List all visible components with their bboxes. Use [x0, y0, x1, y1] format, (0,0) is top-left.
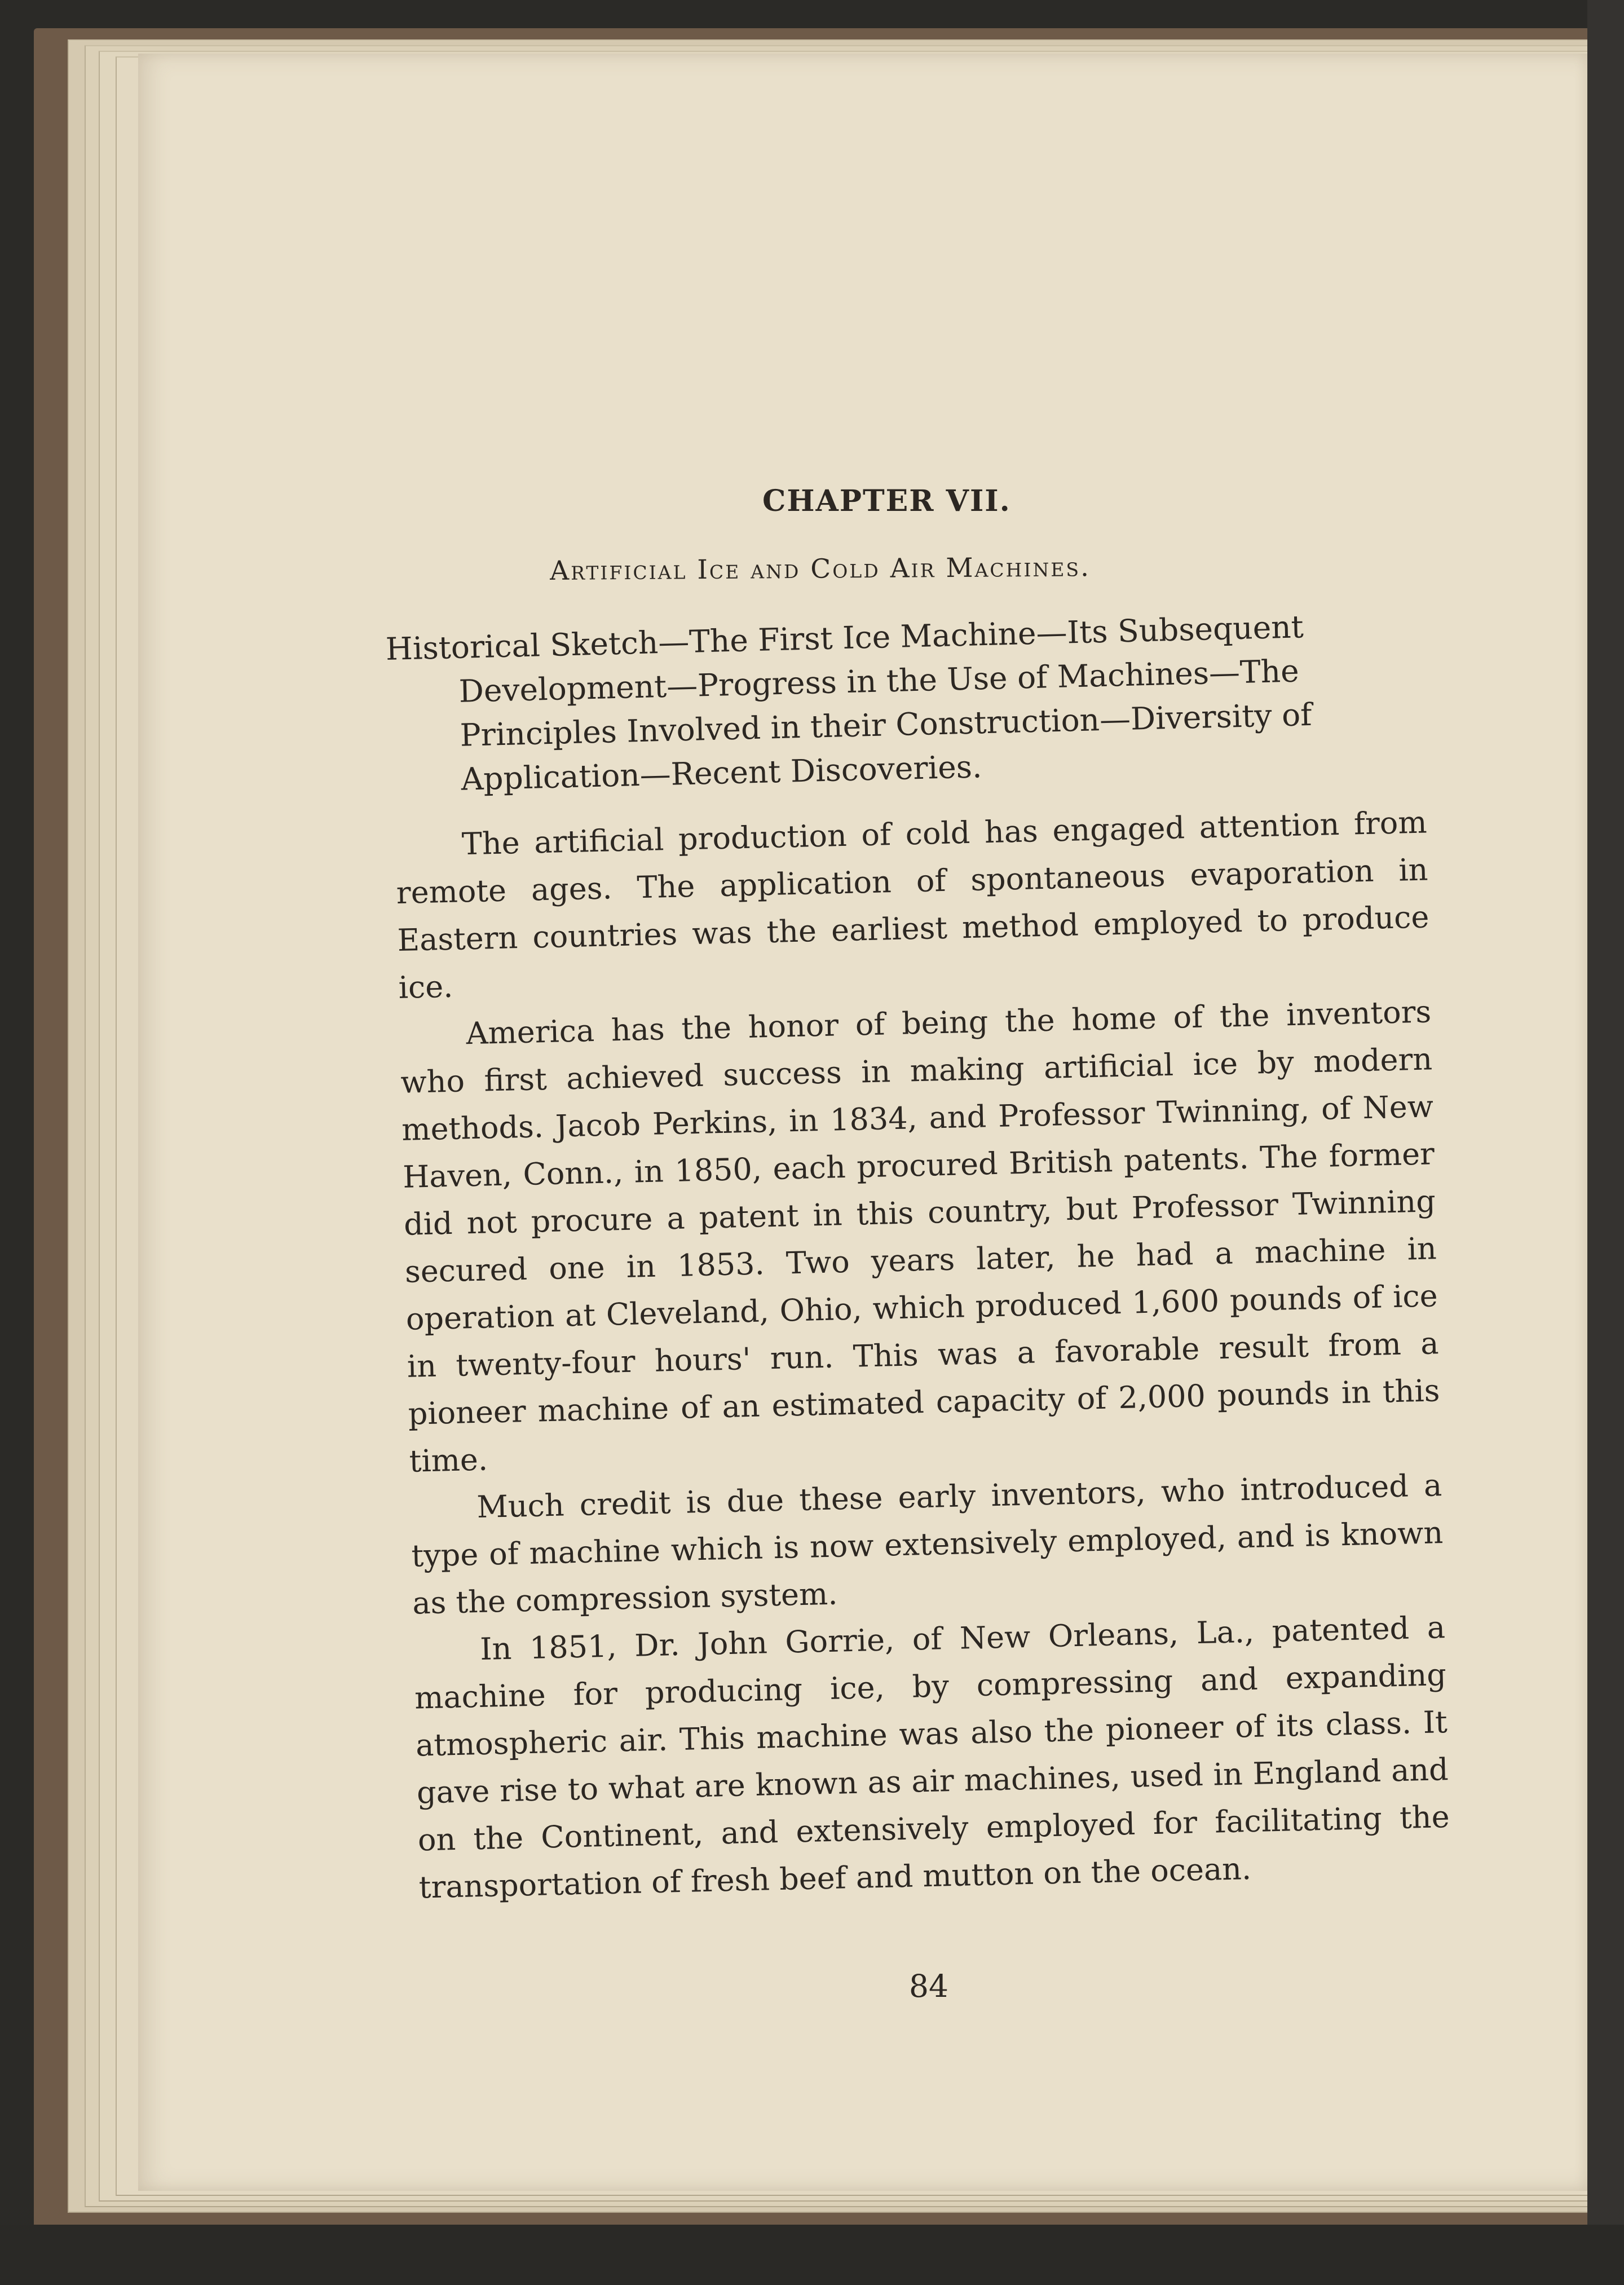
synopsis-line: Application—Recent Discoveries.: [460, 748, 983, 797]
synopsis-line: Development—Progress in the Use of Machines—The: [458, 652, 1300, 709]
chapter-title: Artificial Ice and Cold Air Machines.: [550, 552, 1091, 586]
chapter-heading: CHAPTER VII.: [762, 484, 1011, 518]
paragraph: America has the honor of being the home of the inventors who first achieved success in making artificial ice by modern methods. Jacob Perkins, in 1834, and Professor Twinning, of New Haven, Conn., in 1850, each procured British patents. The former did not procure a patent in this country, but Professor Twinning secured one in 1853. Two years later, he had a machine in operation at Cleveland, Ohio, which produced 1,600 pounds of ice in twenty-four hours' run. This was a favorable result from a pioneer machine of an estimated capacity of 2,000 pounds in this time.: [400, 994, 1441, 1479]
paragraph: The artificial production of cold has engaged attention from remote ages. The application of spontaneous evaporation in Eastern countries was the earliest method employed to produce ice.: [396, 804, 1429, 1005]
synopsis-line: Historical Sketch—The First Ice Machine—Its Subsequent: [385, 608, 1304, 667]
paragraph: In 1851, Dr. John Gorrie, of New Orleans, La., patented a machine for producing ice, by compressing and expanding atmospheric air. This machine was also the pioneer of its class. It gave rise to what are known as air machines, used in England and on the Continent, and extensively employed for facilitating the transportation of fresh beef and mutton on the ocean.: [414, 1609, 1450, 1905]
page-number: 84: [909, 1968, 948, 2004]
chapter-synopsis: [385, 602, 1421, 803]
gutter-shadow: [1587, 0, 1624, 2285]
paragraph: Much credit is due these early inventors, who introduced a type of machine which is now extensively employed, and is known as the compression system.: [411, 1467, 1444, 1621]
synopsis-line: Principles Involved in their Construction—Diversity of: [459, 696, 1313, 753]
scan-background: [0, 2225, 1624, 2285]
body-text: [395, 799, 1451, 1911]
